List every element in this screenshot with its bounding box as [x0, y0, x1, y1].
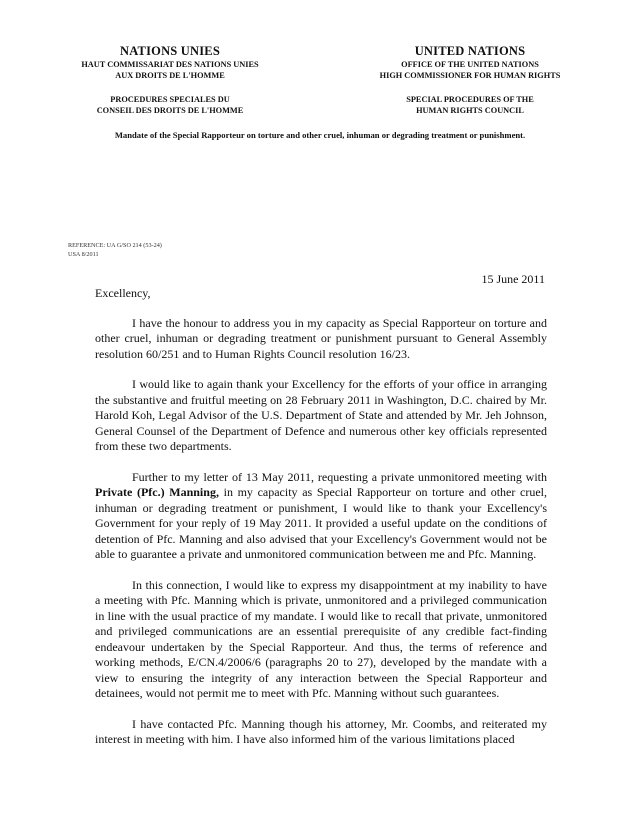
header-left-french	[50, 44, 290, 116]
header-right-line4: HUMAN RIGHTS COUNCIL	[416, 105, 524, 115]
reference-number: USA 8/2011	[68, 250, 99, 258]
paragraph-1: I have the honour to address you in my capacity as Special Rapporteur on torture and other cruel, inhuman or degrading treatment or punishment pursuant to General Assembly resolution 60/251 and to Human Rights Council resolution 16/23.	[95, 315, 547, 361]
paragraph-5: I have contacted Pfc. Manning though his attorney, Mr. Coombs, and reiterated my interest in meeting with him. I have also informed him of the various limitations placed	[95, 716, 547, 746]
paragraph-3-name: Private (Pfc.) Manning,	[95, 485, 219, 499]
letter-date: 15 June 2011	[481, 272, 545, 286]
header-left-line4: CONSEIL DES DROITS DE L'HOMME	[96, 105, 244, 115]
mandate-heading: Mandate of the Special Rapporteur on torture and other cruel, inhuman or degrading treatment or punishment.	[114, 130, 526, 140]
paragraph-3-rest: in my capacity as Special Rapporteur on torture and other cruel, inhuman or degrading treatment or punishment, I would like to thank your Excellency's Government for your reply of 19 May 2011. It provided a useful update on the conditions of detention of Pfc. Manning and also advised that your Excellency's Government would not be able to guarantee a private and unmonitored communication between me and Pfc. Manning.	[95, 485, 548, 561]
header-right-line2: HIGH COMMISSIONER FOR HUMAN RIGHTS	[379, 70, 561, 80]
paragraph-3	[95, 470, 547, 563]
header-left-line3: PROCEDURES SPECIALES DU	[110, 95, 230, 104]
header-right-line3: SPECIAL PROCEDURES OF THE	[406, 95, 534, 104]
header-left-line2: AUX DROITS DE L'HOMME	[115, 70, 225, 80]
paragraph-2: I would like to again thank your Excellency for the efforts of your office in arranging the substantive and fruitful meeting on 28 February 2011 in Washington, D.C. chaired by Mr. Harold Koh, Legal Advisor of the U.S. Department of State and attended by Mr. Jeh Johnson, General Counsel of the Department of Defence and numerous other key officials represented from these two departments.	[95, 377, 547, 453]
paragraph-4: In this connection, I would like to express my disappointment at my inability to have a meeting with Pfc. Manning which is private, unmonitored and a privileged communication in line with the usual practice of my mandate. I would like to recall that private, unmonitored and privileged communications are an essential prerequisite of any credible fact-finding endeavour undertaken by the Special Rapporteur. And thus, the terms of reference and working methods, E/CN.4/2006/6 (paragraphs 20 to 27), developed by the mandate with a view to ensuring the integrity of any interaction between the Special Rapporteur and detainees, would not permit me to meet with Pfc. Manning without such guarantees.	[95, 577, 547, 700]
header-left-line1: HAUT COMMISSARIAT DES NATIONS UNIES	[81, 60, 259, 69]
paragraph-3-start: Further to my letter of 13 May 2011, requesting a private unmonitored meeting with	[132, 469, 547, 484]
header-left-title: NATIONS UNIES	[120, 44, 220, 58]
reference-code: REFERENCE: UA G/SO 214 (53-24)	[68, 242, 162, 249]
reference-block	[68, 242, 162, 259]
header-right-english	[345, 44, 595, 116]
header-right-title: UNITED NATIONS	[414, 44, 526, 58]
salutation: Excellency,	[95, 286, 151, 300]
letter-body	[95, 286, 547, 763]
header-right-line1: OFFICE OF THE UNITED NATIONS	[401, 60, 539, 69]
